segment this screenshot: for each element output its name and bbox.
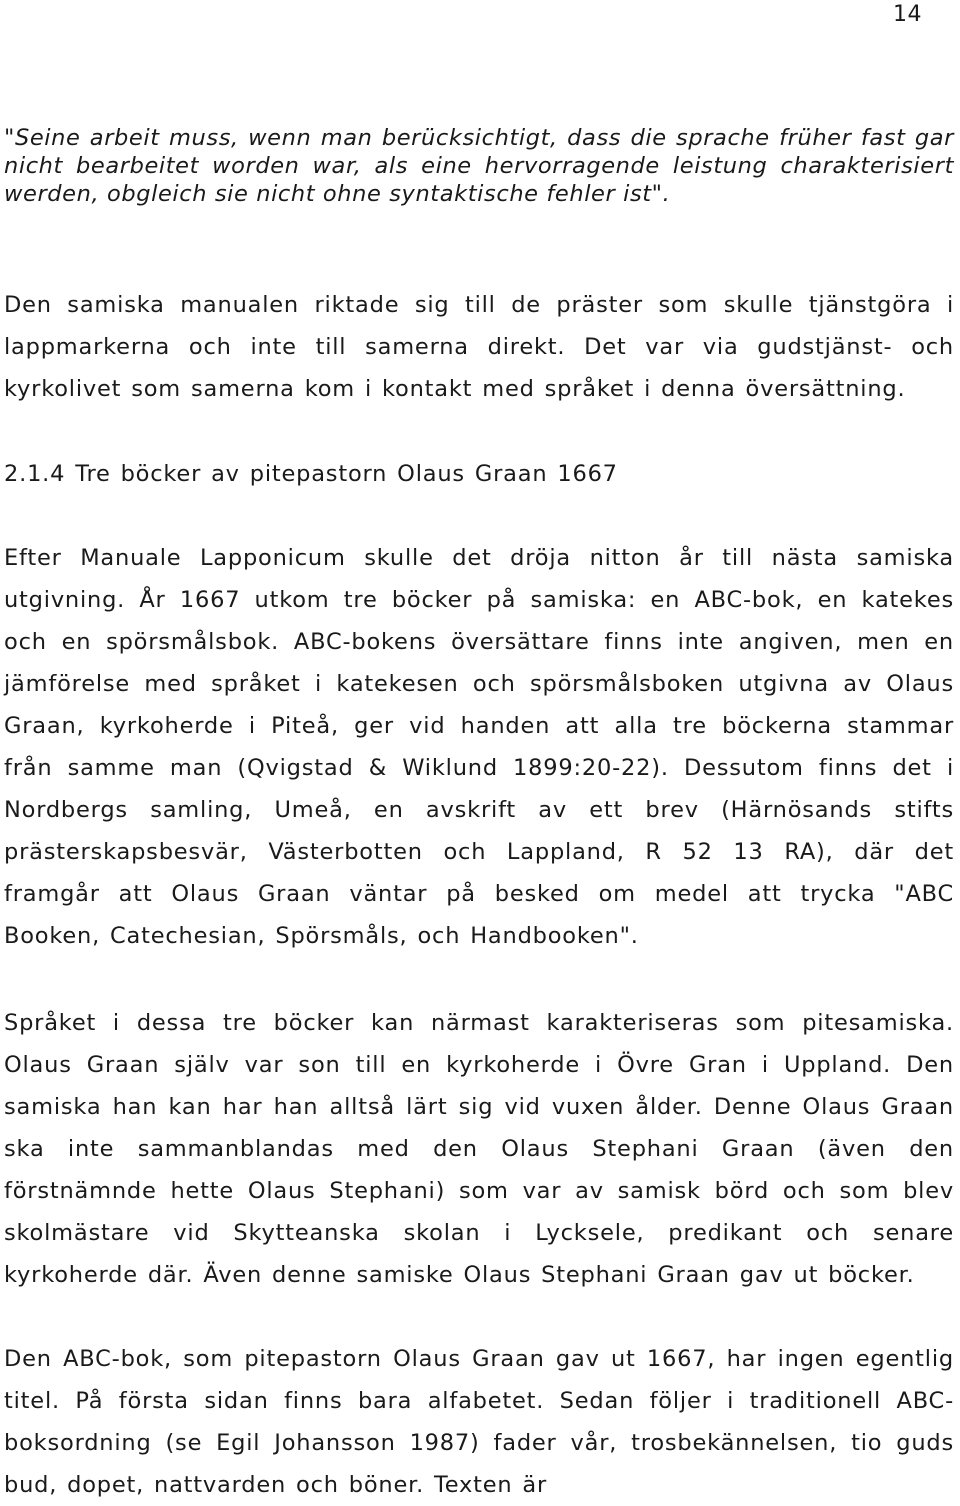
paragraph-abc-book: Den ABC-bok, som pitepastorn Olaus Graan gav ut 1667, har ingen egentlig titel. På första sidan finns bara alfabetet. Sedan följer i traditionell ABC-boksordning (se Egil Johansson 1987) fader vår, trosbekännelsen, tio guds bud, dopet, nattvarden och böner. Texten är (4, 1346, 954, 1498)
paragraph-language: Språket i dessa tre böcker kan närmast karakteriseras som pitesamiska. Olaus Graan själv var son till en kyrkoherde i Övre Gran i Uppland. Den samiska han kan har han alltså lärt sig vid vuxen ålder. Denne Olaus Graan ska inte sammanblandas med den Olaus Stephani Graan (även den förstnämnde hette Olaus Stephani) som var av samisk börd och som blev skolmästare vid Skytteanska skolan i Lycksele, predikant och senare kyrkoherde där. Även denne samiske Olaus Stephani Graan gav ut böcker. (4, 1010, 954, 1288)
german-quote: "Seine arbeit muss, wenn man berücksichtigt, dass die sprache früher fast gar nicht bearbeitet worden war, als eine hervorragende leistung charakterisiert werden, obgleich sie nicht ohne syntaktische fehler ist". (4, 125, 954, 207)
section-heading: 2.1.4 Tre böcker av pitepastorn Olaus Graan 1667 (4, 461, 618, 487)
paragraph-manual: Den samiska manualen riktade sig till de präster som skulle tjänstgöra i lappmarkerna och inte till samerna direkt. Det var via gudstjänst- och kyrkolivet som samerna kom i kontakt med språket i denna översättning. (4, 292, 954, 402)
paragraph-three-books: Efter Manuale Lapponicum skulle det dröja nitton år till nästa samiska utgivning. År 1667 utkom tre böcker på samiska: en ABC-bok, en katekes och en spörsmålsbok. ABC-bokens översättare finns inte angiven, men en jämförelse med språket i katekesen och spörsmålsboken utgivna av Olaus Graan, kyrkoherde i Piteå, ger vid handen att alla tre böckerna stammar från samme man (Qvigstad & Wiklund 1899:20-22). Dessutom finns det i Nordbergs samling, Umeå, en avskrift av ett brev (Härnösands stifts prästerskapsbesvär, Västerbotten och Lappland, R 52 13 RA), där det framgår att Olaus Graan väntar på besked om medel att trycka "ABC Booken, Catechesian, Spörsmåls, och Handbooken". (4, 545, 954, 949)
page-number: 14 (893, 2, 922, 27)
